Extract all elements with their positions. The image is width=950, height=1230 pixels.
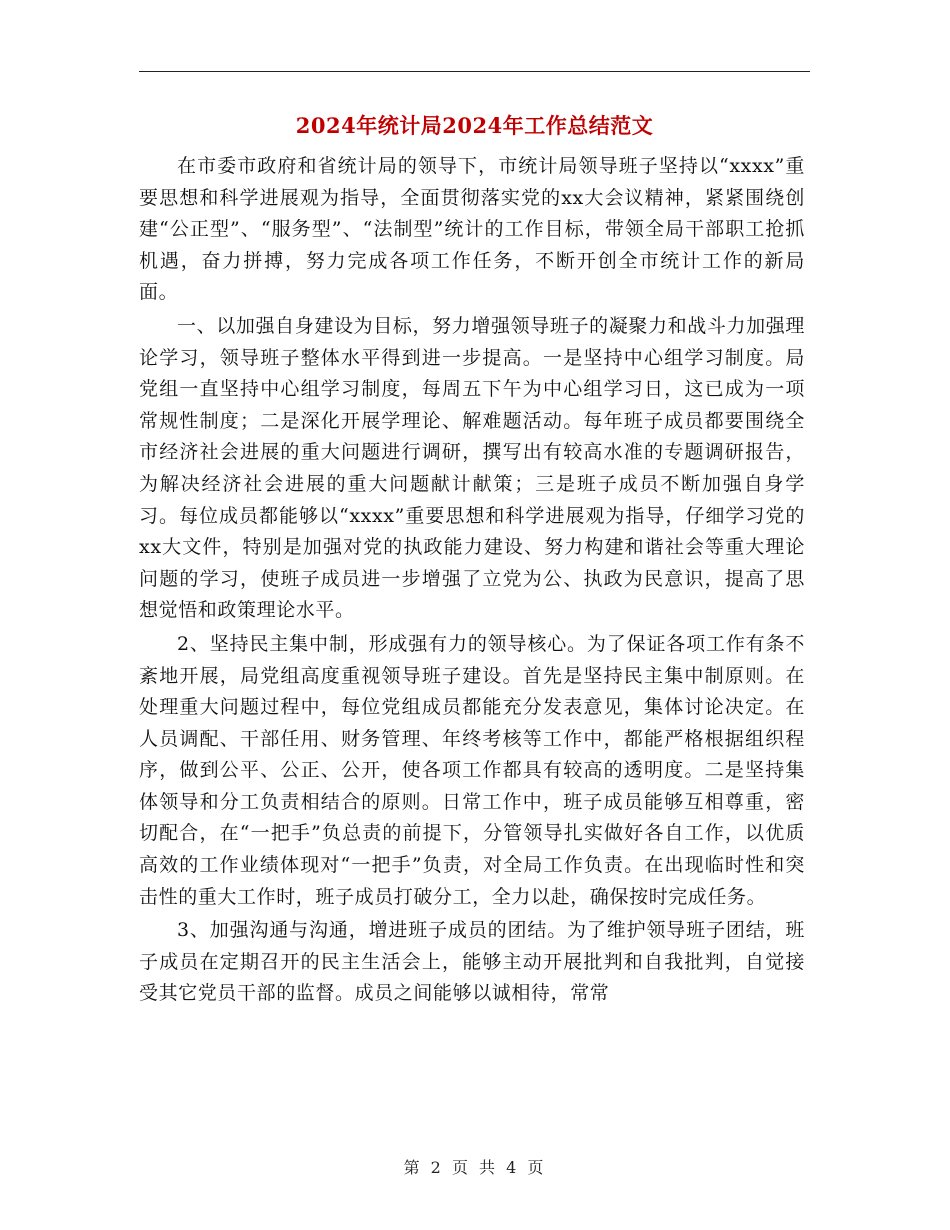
header-rule xyxy=(139,71,810,72)
paragraph-section-2: 2、坚持民主集中制，形成强有力的领导核心。为了保证各项工作有条不紊地开展，局党组高度重视领导班子建设。首先是坚持民主集中制原则。在处理重大问题过程中，每位党组成员都能充分发表意见，集体讨论决定。在人员调配、干部任用、财务管理、年终考核等工作中，都能严格根据组织程序，做到公平、公正、公开，使各项工作都具有较高的透明度。二是坚持集体领导和分工负责相结合的原则。日常工作中，班子成员能够互相尊重，密切配合，在“一把手”负总责的前提下，分管领导扎实做好各自工作，以优质高效的工作业绩体现对“一把手”负责，对全局工作负责。在出现临时性和突击性的重大工作时，班子成员打破分工，全力以赴，确保按时完成任务。 xyxy=(139,632,805,908)
document-body xyxy=(139,151,805,1012)
paragraph-section-1: 一、以加强自身建设为目标，努力增强领导班子的凝聚力和战斗力加强理论学习，领导班子整体水平得到进一步提高。一是坚持中心组学习制度。局党组一直坚持中心组学习制度，每周五下午为中心组学习日，这已成为一项常规性制度；二是深化开展学理论、解难题活动。每年班子成员都要围绕全市经济社会进展的重大问题进行调研，撰写出有较高水准的专题调研报告，为解决经济社会进展的重大问题献计献策；三是班子成员不断加强自身学习。每位成员都能够以“xxxx”重要思想和科学进展观为指导，仔细学习党的xx大文件，特别是加强对党的执政能力建设、努力构建和谐社会等重大理论问题的学习，使班子成员进一步增强了立党为公、执政为民意识，提高了思想觉悟和政策理论水平。 xyxy=(139,314,805,622)
paragraph-intro: 在市委市政府和省统计局的领导下，市统计局领导班子坚持以“xxxx”重要思想和科学进展观为指导，全面贯彻落实党的xx大会议精神，紧紧围绕创建“公正型”、“服务型”、“法制型”统计的工作目标，带领全局干部职工抢抓机遇，奋力拼搏，努力完成各项工作任务，不断开创全市统计工作的新局面。 xyxy=(139,155,805,304)
paragraph-section-3: 3、加强沟通与沟通，增进班子成员的团结。为了维护领导班子团结，班子成员在定期召开的民主生活会上，能够主动开展批判和自我批判，自觉接受其它党员干部的监督。成员之间能够以诚相待，常常 xyxy=(139,919,805,1005)
document-title: 2024年统计局2024年工作总结范文 xyxy=(295,113,654,138)
page-number-footer: 第 2 页 共 4 页 xyxy=(403,1158,547,1177)
